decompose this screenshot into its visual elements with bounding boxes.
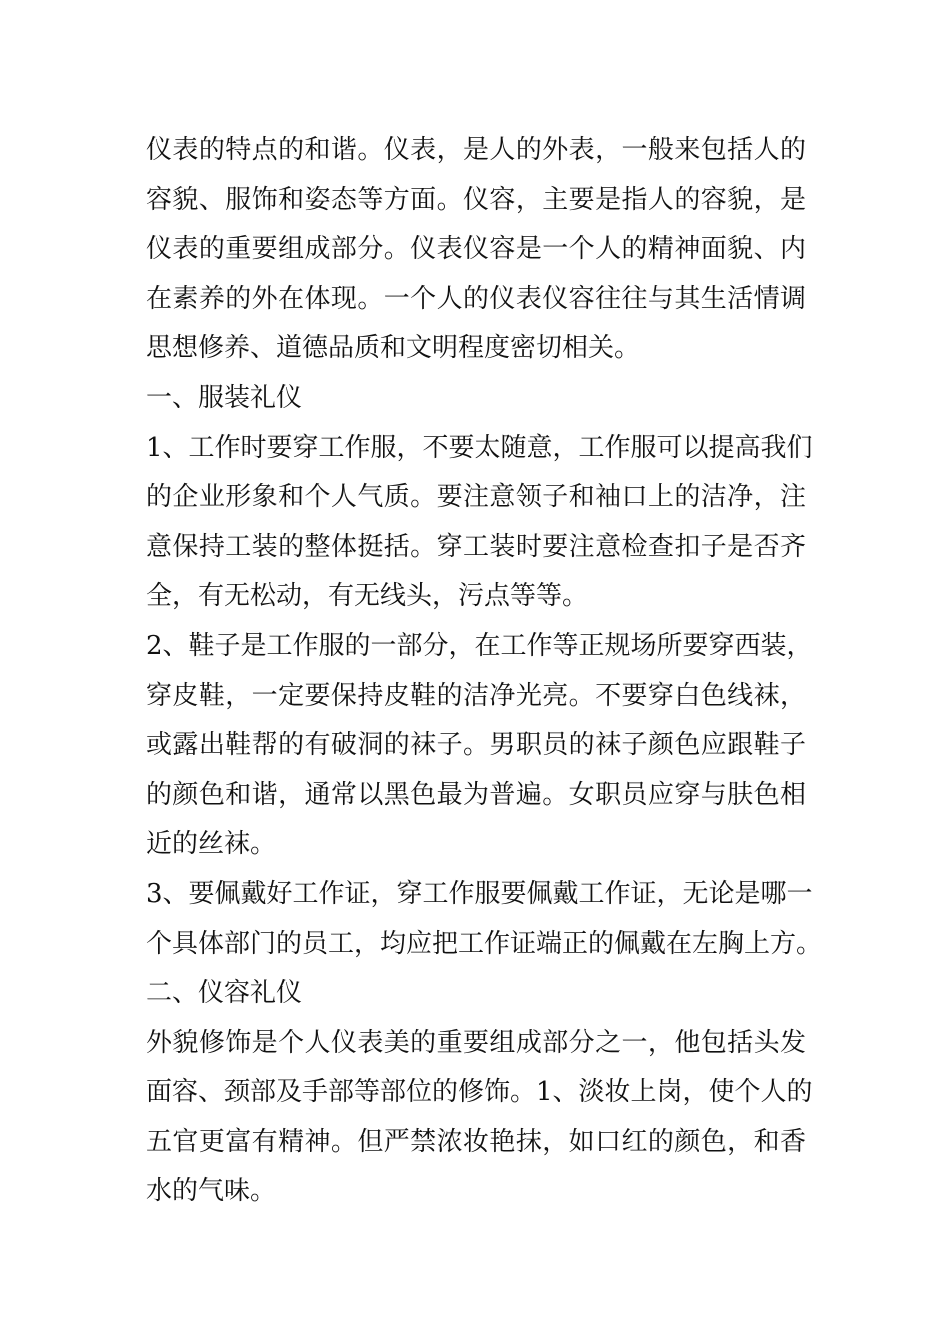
text-line: 3、要佩戴好工作证，穿工作服要佩戴工作证，无论是哪一 xyxy=(146,878,813,909)
text-line: 思想修养、道德品质和文明程度密切相关。 xyxy=(146,333,641,364)
text-line: 的企业形象和个人气质。要注意领子和袖口上的洁净，注 xyxy=(146,482,806,513)
text-line: 水的气味。 xyxy=(146,1176,277,1207)
text-line: 仪表的重要组成部分。仪表仪容是一个人的精神面貌、内 xyxy=(146,234,806,265)
text-line: 意保持工装的整体挺括。穿工装时要注意检查扣子是否齐 xyxy=(146,531,806,562)
text-line: 近的丝袜。 xyxy=(146,829,277,860)
text-line: 仪表的特点的和谐。仪表，是人的外表，一般来包括人的 xyxy=(146,135,806,165)
document-body xyxy=(146,126,823,1217)
section-heading-clothing: 一、服装礼仪 xyxy=(146,382,303,413)
text-line: 容貌、服饰和姿态等方面。仪容，主要是指人的容貌，是 xyxy=(146,184,806,215)
text-line: 五官更富有精神。但严禁浓妆艳抹，如口红的颜色，和香 xyxy=(146,1126,806,1157)
text-line: 或露出鞋帮的有破洞的袜子。男职员的袜子颜色应跟鞋子 xyxy=(146,730,806,761)
text-line: 面容、颈部及手部等部位的修饰。1、淡妆上岗，使个人的 xyxy=(146,1077,813,1108)
text-line: 2、鞋子是工作服的一部分，在工作等正规场所要穿西装， xyxy=(146,630,813,661)
text-line: 1、工作时要穿工作服，不要太随意，工作服可以提高我们 xyxy=(146,432,813,463)
text-line: 的颜色和谐，通常以黑色最为普遍。女职员应穿与肤色相 xyxy=(146,779,806,810)
text-line: 外貌修饰是个人仪表美的重要组成部分之一，他包括头发 xyxy=(146,1027,806,1058)
text-line: 穿皮鞋，一定要保持皮鞋的洁净光亮。不要穿白色线袜， xyxy=(146,680,806,711)
text-line: 全，有无松动，有无线头，污点等等。 xyxy=(146,581,589,612)
section-heading-appearance: 二、仪容礼仪 xyxy=(146,978,303,1009)
text-line: 个具体部门的员工，均应把工作证端正的佩戴在左胸上方。 xyxy=(146,928,823,959)
text-line: 在素养的外在体现。一个人的仪表仪容往往与其生活情调 xyxy=(146,283,806,314)
